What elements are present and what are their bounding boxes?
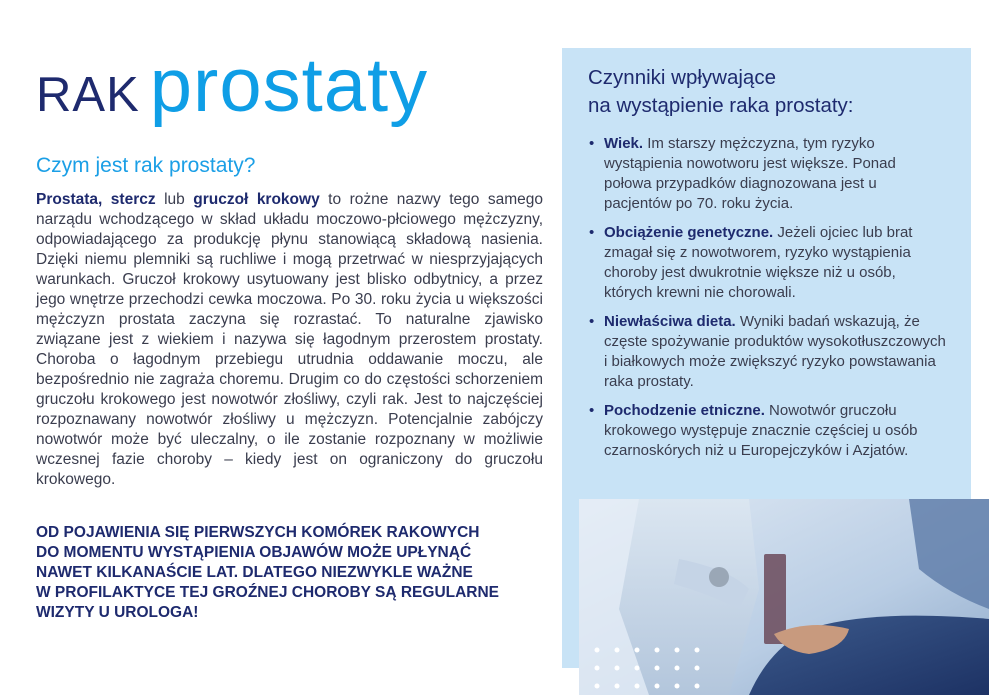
factors-title <box>588 64 948 120</box>
bullet-icon: • <box>589 313 595 330</box>
callout-text <box>36 523 506 623</box>
dot <box>695 684 700 689</box>
factor-text: Jeżeli ojciec lub brat zmagał się z nowotworem, ryzyko wystąpienia choroby jest dwukrotnie większe niż u osób, których krewni nie chorowali. <box>604 224 913 301</box>
doctor-hand <box>709 567 729 587</box>
intro-paragraph <box>36 190 543 490</box>
factor-item-diet <box>588 312 946 392</box>
factor-item-ethnicity <box>588 401 946 461</box>
section-heading: Czym jest rak prostaty? <box>36 154 256 177</box>
dot <box>615 666 620 671</box>
callout-line: WIZYTY U UROLOGA! <box>36 604 199 621</box>
factor-label: Niewłaściwa dieta. <box>604 313 736 330</box>
callout-line: W PROFILAKTYCE TEJ GROŹNEJ CHOROBY SĄ REGULARNE <box>36 584 500 601</box>
factors-title-line1: Czynniki wpływające <box>588 66 776 89</box>
dot <box>635 684 640 689</box>
bullet-icon: • <box>589 224 595 241</box>
dot <box>655 684 660 689</box>
callout-line: NAWET KILKANAŚCIE LAT. DLATEGO NIEZWYKLE WAŻNE <box>36 564 473 581</box>
dot <box>635 666 640 671</box>
dot <box>675 648 680 653</box>
page-title <box>36 42 428 132</box>
dot <box>655 666 660 671</box>
factor-label: Pochodzenie etniczne. <box>604 402 765 419</box>
title-prostaty: prostaty <box>149 43 429 128</box>
factors-title-line2: na wystąpienie raka prostaty: <box>588 94 854 117</box>
term-connector: lub <box>164 191 185 208</box>
intro-text: to rożne nazwy tego samego narządu wchodzącego w skład układu moczowo-płciowego mężczyzny, odpowiadającego za produkcję płynu stanowiącą składową nasienia. Dzięki niemu plemniki są ruchliwe i mogą przetrwać w niesprzyjających warunkach. Gruczoł krokowy usytuowany jest blisko odbytnicy, a przez jego wnętrze przechodzi cewka moczowa. Po 30. roku życia u większości mężczyzn prostata zaczyna się rozrastać. To naturalne zjawisko związane jest z wiekiem i nazywa się łagodnym przerostem prostaty. Choroba o łagodnym przebiegu utrudnia oddawanie moczu, ale bezpośrednio nie zagraża choremu. Drugim co do częstości schorzeniem gruczołu krokowego jest nowotwór złośliwy, czyli rak. Jest to najczęściej rozpoznawany nowotwór złośliwy u mężczyzn. Potencjalnie zabójczy nowotwór może być uleczalny, o ile zostanie rozpoznany w możliwie wczesnej fazie choroby – kiedy jest on ograniczony do gruczołu krokowego. <box>36 191 543 488</box>
dot <box>615 648 620 653</box>
callout-line: OD POJAWIENIA SIĘ PIERWSZYCH KOMÓREK RAKOWYCH <box>36 524 480 541</box>
doctor-patient-photo <box>579 499 989 695</box>
dot <box>595 648 600 653</box>
factor-text: Wyniki badań wskazują, że częste spożywanie produktów wysokotłuszczowych i białkowych może zwiększyć ryzyko powstawania raka prostaty. <box>604 313 946 390</box>
bullet-icon: • <box>589 402 595 419</box>
bullet-icon: • <box>589 135 595 152</box>
dot <box>595 666 600 671</box>
factor-item-age <box>588 134 946 214</box>
term-prostata: Prostata, stercz <box>36 191 156 208</box>
callout-line: DO MOMENTU WYSTĄPIENIA OBJAWÓW MOŻE UPŁYNĄĆ <box>36 544 472 561</box>
clipboard <box>764 554 786 644</box>
dot <box>655 648 660 653</box>
dot <box>595 684 600 689</box>
factor-text: Im starszy mężczyzna, tym ryzyko wystąpienia nowotworu jest większe. Ponad połowa przypadków diagnozowana jest u pacjentów po 70. roku życia. <box>604 135 896 212</box>
factors-list <box>588 134 946 470</box>
factor-label: Obciążenie genetyczne. <box>604 224 774 241</box>
factor-item-genetics <box>588 223 946 303</box>
dot <box>675 684 680 689</box>
title-rak: RAK <box>36 68 140 122</box>
dot <box>695 666 700 671</box>
factor-label: Wiek. <box>604 135 644 152</box>
dot <box>695 648 700 653</box>
dot <box>635 648 640 653</box>
term-gruczol: gruczoł krokowy <box>193 191 320 208</box>
dot <box>675 666 680 671</box>
factor-text: Nowotwór gruczołu krokowego występuje znacznie częściej u osób czarnoskórych niż u Europejczyków i Azjatów. <box>604 402 918 459</box>
dot <box>615 684 620 689</box>
